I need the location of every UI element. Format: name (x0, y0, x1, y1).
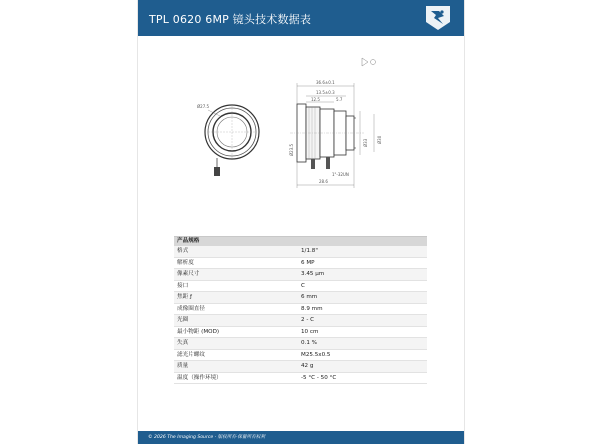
spec-label: 解析度 (177, 259, 194, 266)
company-logo-icon (424, 2, 452, 32)
lens-side-view (289, 58, 382, 188)
table-row (174, 338, 427, 350)
bottom-length-label: 28.6 (319, 179, 328, 184)
lens-technical-drawing (194, 52, 414, 210)
spec-label: 温度（操作环境） (177, 374, 222, 381)
header-bar (138, 0, 464, 36)
datasheet-page (137, 0, 465, 444)
spec-value: 0.1 % (301, 340, 317, 346)
spec-label: 最小物距 (MOD) (177, 328, 220, 335)
spec-table (174, 236, 427, 384)
table-row (174, 281, 427, 293)
spec-label: 光圈 (177, 317, 189, 323)
spec-value: C (301, 282, 305, 289)
spec-label: 格式 (177, 248, 189, 254)
table-row (174, 304, 427, 316)
spec-label: 焦距 ƒ (177, 294, 192, 300)
spec-value: 2 - C (301, 317, 315, 323)
spec-value: 1/1.8" (301, 248, 318, 254)
table-row (174, 292, 427, 304)
body-diameter-label: Ø33 (363, 138, 368, 147)
table-row (174, 269, 427, 281)
table-row (174, 246, 427, 258)
spec-table-heading: 产品规格 (174, 236, 427, 246)
spec-value: -5 °C - 50 °C (301, 374, 337, 381)
lens-front-view (197, 104, 259, 176)
back-diameter-label: Ø30 (377, 135, 382, 144)
table-row (174, 315, 427, 327)
spec-value: 8.9 mm (301, 305, 323, 312)
spec-value: 6 mm (301, 294, 318, 300)
flange-length-label: 13.5±0.3 (316, 90, 335, 95)
spec-value: 3.45 µm (301, 271, 325, 277)
mount-length-label: 5.7 (336, 97, 343, 102)
table-row (174, 373, 427, 385)
table-row (174, 327, 427, 339)
spec-label: 像素尺寸 (177, 271, 200, 277)
spec-value: 10 cm (301, 328, 319, 335)
segment-length-label: 12.5 (311, 97, 320, 102)
spec-value: M25.5x0.5 (301, 351, 331, 358)
footer-bar (138, 431, 464, 444)
spec-value: 6 MP (301, 259, 315, 266)
total-length-label: 36.6±0.1 (316, 80, 335, 85)
spec-value: 42 g (301, 363, 314, 369)
spec-rows (174, 246, 427, 384)
footer-copyright: © 2026 The Imaging Source · 版权所有·保留所有权利 (148, 435, 265, 440)
table-row (174, 350, 427, 362)
spec-label: 失真 (177, 340, 189, 346)
spec-label: 质量 (177, 363, 189, 369)
spec-label: 接口 (177, 282, 189, 289)
spec-label: 成像圈直径 (177, 305, 205, 312)
thread-label: 1"-32UN (332, 172, 349, 177)
table-row (174, 258, 427, 270)
front-lens-diameter-label: Ø23.5 (289, 143, 294, 156)
front-diameter-label: Ø27.5 (197, 104, 210, 109)
table-row (174, 361, 427, 373)
spec-label: 滤光片螺纹 (177, 351, 205, 358)
page-title: TPL 0620 6MP 镜头技术数据表 (149, 13, 312, 26)
